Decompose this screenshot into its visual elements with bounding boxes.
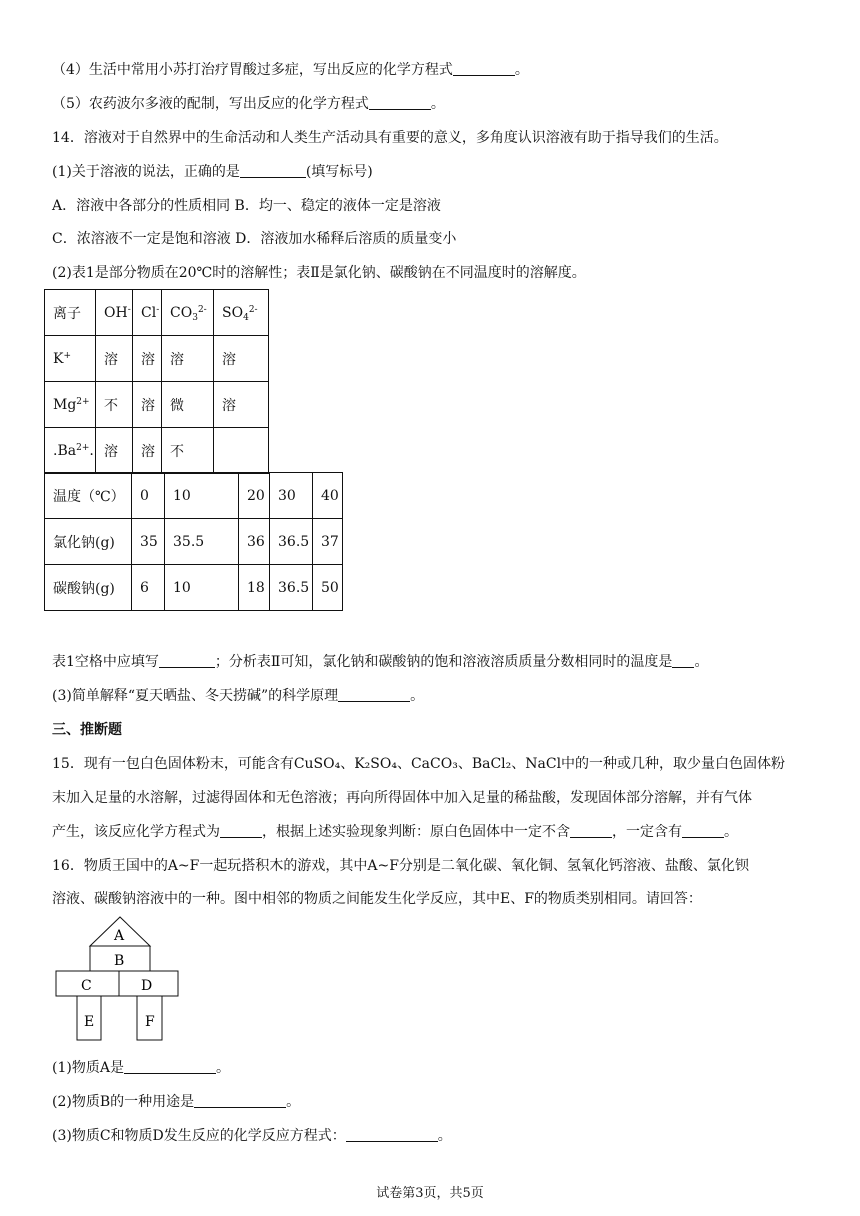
q13-part5: （5）农药波尔多液的配制，写出反应的化学方程式 。	[52, 96, 445, 112]
label-e: E	[84, 1014, 95, 1030]
q15-line3: 产生，该反应化学方程式为 ，根据上述实验现象判断：原白色固体中一定不含 ，一定含有 。	[52, 824, 738, 840]
q15-line2: 末加入足量的水溶解，过滤得固体和无色溶液；再向所得固体中加入足量的稀盐酸，发现固体部分溶解，并有气体	[52, 790, 752, 806]
answer-blank	[453, 61, 515, 76]
answer-blank	[570, 823, 612, 838]
q14-part1: (1)关于溶液的说法，正确的是 (填写标号)	[52, 164, 373, 180]
answer-blank	[124, 1059, 216, 1074]
answer-blank	[346, 1127, 438, 1142]
empty-cell	[214, 428, 269, 474]
q15-line1: 15．现有一包白色固体粉末，可能含有CuSO₄、K₂SO₄、CaCO₃、BaCl₂、NaCl中的一种或几种，取少量白色固体粉	[52, 756, 786, 772]
table-row: 氯化钠(g) 35 35.5 36 36.5 37	[45, 519, 343, 565]
table-row: $.Ba^{2+}$. 溶 溶 不	[45, 428, 269, 474]
answer-blank	[159, 653, 215, 668]
solubility-table	[44, 289, 269, 474]
label-a: A	[114, 928, 125, 944]
q14-option-a-b: A．溶液中各部分的性质相同 B．均一、稳定的液体一定是溶液	[52, 198, 441, 214]
table-row: K+ 溶 溶 溶 溶	[45, 336, 269, 382]
q14-table-question: 表1空格中应填写 ；分析表Ⅱ可知，氯化钠和碳酸钠的饱和溶液溶质质量分数相同时的温度是 。	[52, 654, 709, 670]
q14-intro: 14．溶液对于自然界中的生命活动和人类生产活动具有重要的意义，多角度认识溶液有助于指导我们的生活。	[52, 130, 728, 146]
section-title: 三、推断题	[52, 722, 122, 738]
label-d: D	[141, 978, 153, 994]
q14-part3: (3)简单解释“夏天晒盐、冬天捞碱”的科学原理 。	[52, 688, 425, 704]
q16-part1: (1)物质A是 。	[52, 1060, 230, 1076]
q16-line1: 16．物质王国中的A~F一起玩搭积木的游戏，其中A~F分别是二氧化碳、氧化铜、氢氧化钙溶液、盐酸、氯化钡	[52, 858, 749, 874]
answer-blank	[672, 653, 694, 668]
answer-blank	[369, 95, 431, 110]
table-row: 温度（℃） 0 10 20 30 40	[45, 473, 343, 519]
table-row: $Mg^{2+}$ 不 溶 微 溶	[45, 382, 269, 428]
label-f: F	[145, 1014, 155, 1030]
table-row: 碳酸钠(g) 6 10 18 36.5 50	[45, 565, 343, 611]
answer-blank	[194, 1093, 286, 1108]
label-c: C	[81, 978, 92, 994]
answer-blank	[682, 823, 724, 838]
answer-blank	[220, 823, 262, 838]
answer-blank	[338, 687, 410, 702]
label-b: B	[114, 953, 125, 969]
solubility-temperature-table	[44, 472, 343, 611]
answer-blank	[240, 163, 306, 178]
building-blocks-diagram	[50, 915, 190, 1047]
q16-part3: (3)物质C和物质D发生反应的化学反应方程式： 。	[52, 1128, 452, 1144]
page-footer: 试卷第3页，共5页	[376, 1186, 484, 1201]
q14-part2: (2)表1是部分物质在20℃时的溶解性；表Ⅱ是氯化钠、碳酸钠在不同温度时的溶解度。	[52, 265, 586, 281]
q16-part2: (2)物质B的一种用途是 。	[52, 1094, 301, 1110]
q14-option-c-d: C．浓溶液不一定是饱和溶液 D．溶液加水稀释后溶质的质量变小	[52, 231, 457, 247]
table-row: 离子 OH- Cl- $CO_3^{2-}$ $SO_4^{2-}$	[45, 290, 269, 336]
q13-part4: （4）生活中常用小苏打治疗胃酸过多症，写出反应的化学方程式 。	[52, 62, 529, 78]
q16-line2: 溶液、碳酸钠溶液中的一种。图中相邻的物质之间能发生化学反应，其中E、F的物质类别相同。请回答：	[52, 891, 702, 907]
